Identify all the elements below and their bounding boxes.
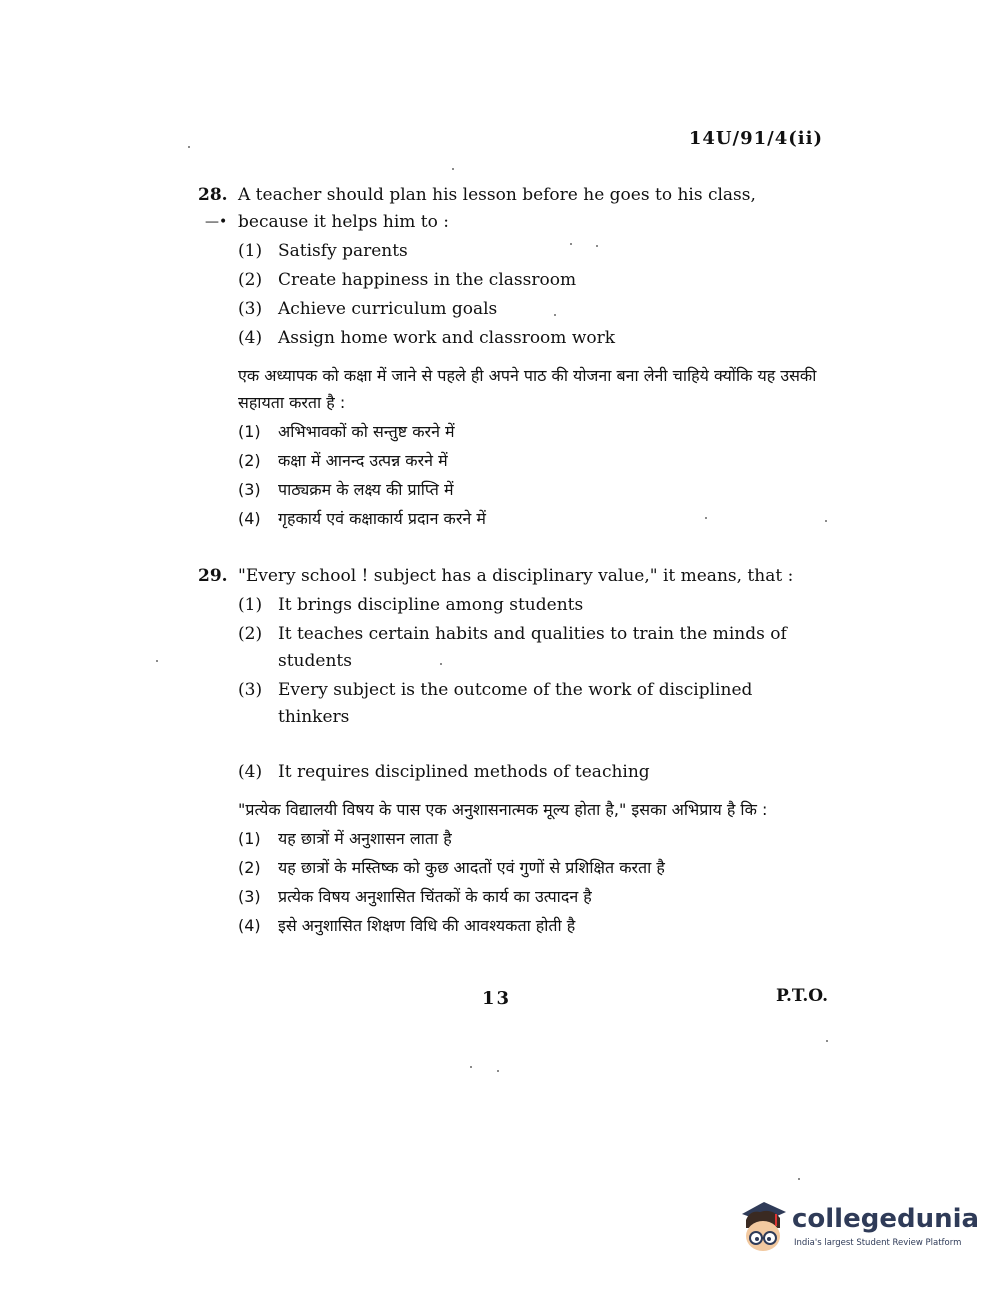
question-number: 28. xyxy=(198,185,228,205)
option: (1) Satisfy parents xyxy=(238,241,408,261)
question-stem-en: "Every school ! subject has a disciplinary value," it means, that : xyxy=(238,566,794,586)
options-en xyxy=(198,592,826,786)
option: (2) यह छात्रों के मस्तिष्क को कुछ आदतों एवं गुणों से प्रशिक्षित करता है xyxy=(238,858,665,877)
scan-speck xyxy=(826,1040,828,1042)
option: (1) अभिभावकों को सन्तुष्ट करने में xyxy=(238,422,455,441)
option: (4) Assign home work and classroom work xyxy=(238,328,616,348)
scan-speck xyxy=(570,243,572,245)
scan-speck xyxy=(452,168,454,170)
question-stem-hi: एक अध्यापक को कक्षा में जाने से पहले ही अपने पाठ की योजना बना लेनी चाहिये क्योंकि यह उसकी सहायता करता है : xyxy=(238,366,817,412)
scan-speck xyxy=(440,663,442,665)
page-number: 13 xyxy=(481,988,512,1009)
options-en xyxy=(198,238,826,352)
option: (4) It requires disciplined methods of teaching xyxy=(238,762,650,782)
scan-speck xyxy=(156,660,158,662)
option: (1) It brings discipline among students xyxy=(238,595,584,615)
option: (3) Every subject is the outcome of the work of disciplined thinkers xyxy=(238,680,753,727)
pto-label: P.T.O. xyxy=(776,986,828,1006)
scan-speck xyxy=(497,1070,499,1072)
question-stem-hi: "प्रत्येक विद्यालयी विषय के पास एक अनुशासनात्मक मूल्य होता है," इसका अभिप्राय है कि : xyxy=(238,800,768,819)
scan-speck xyxy=(596,245,598,247)
collegedunia-logo xyxy=(736,1198,980,1258)
option: (2) कक्षा में आनन्द उत्पन्न करने में xyxy=(238,451,448,470)
option: (2) Create happiness in the classroom xyxy=(238,270,577,290)
scan-speck xyxy=(705,517,707,519)
logo-wordmark: collegedunia xyxy=(792,1204,980,1234)
margin-arrow-mark: —• xyxy=(205,214,228,230)
option: (4) इसे अनुशासित शिक्षण विधि की आवश्यकता होती है xyxy=(238,916,576,935)
logo-tagline: India's largest Student Review Platform xyxy=(794,1238,962,1248)
question-28 xyxy=(198,182,826,532)
question-number: 29. xyxy=(198,566,228,586)
hindi-block xyxy=(198,796,826,939)
option: (3) Achieve curriculum goals xyxy=(238,299,498,319)
question-stem-en: A teacher should plan his lesson before he goes to his class, because it helps him to : xyxy=(238,185,756,232)
scan-speck xyxy=(470,1066,472,1068)
option: (4) गृहकार्य एवं कक्षाकार्य प्रदान करने में xyxy=(238,509,486,528)
hindi-block xyxy=(198,362,826,532)
option: (1) यह छात्रों में अनुशासन लाता है xyxy=(238,829,452,848)
paper-code: 14U/91/4(ii) xyxy=(688,128,823,149)
option: (3) प्रत्येक विषय अनुशासित चिंतकों के कार्य का उत्पादन है xyxy=(238,887,592,906)
question-29 xyxy=(198,563,826,939)
scan-speck xyxy=(554,314,556,316)
scan-speck xyxy=(825,520,827,522)
scan-speck xyxy=(798,1178,800,1180)
mascot-icon xyxy=(736,1198,790,1258)
option: (2) It teaches certain habits and qualities to train the minds of students xyxy=(238,624,787,671)
scan-speck xyxy=(188,146,190,148)
option: (3) पाठ्यक्रम के लक्ष्य की प्राप्ति में xyxy=(238,480,454,499)
